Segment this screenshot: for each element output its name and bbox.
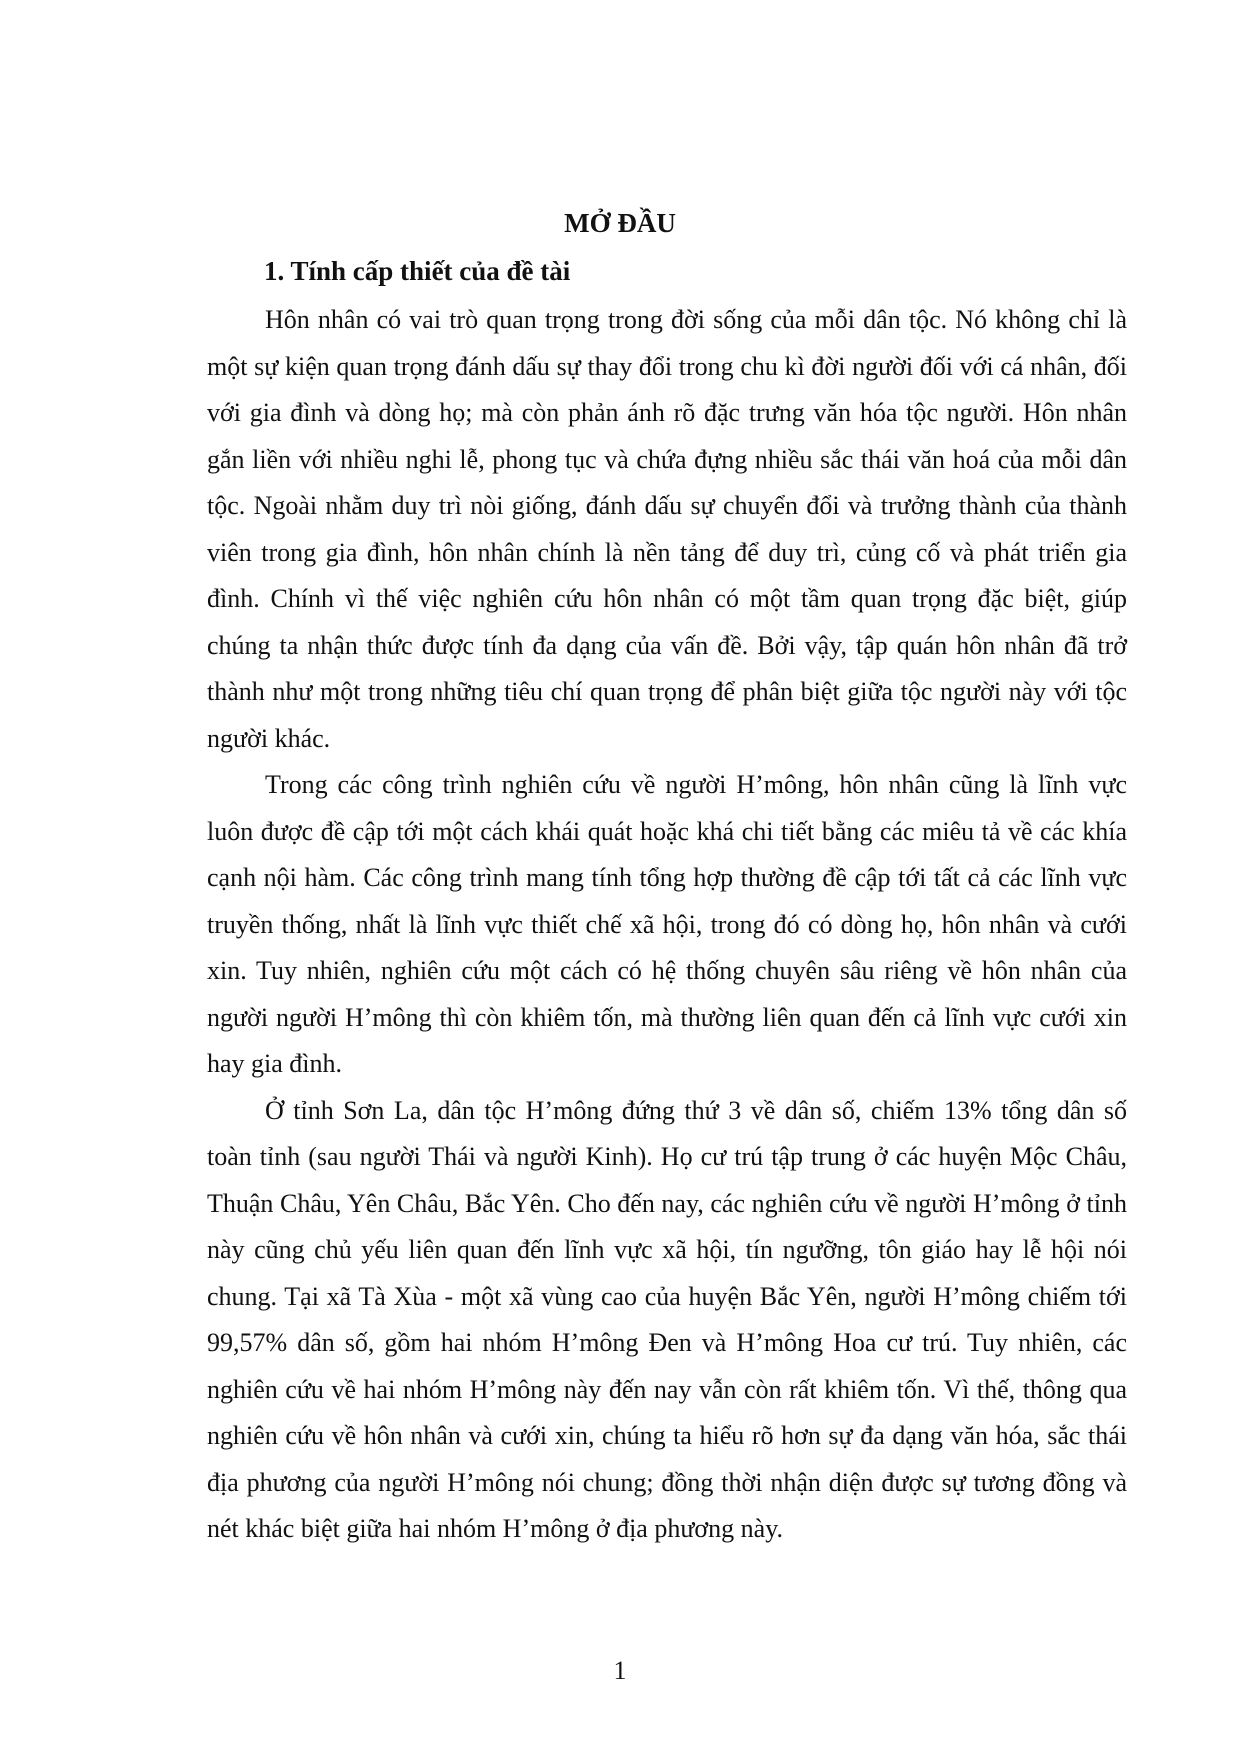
page-title: MỞ ĐẦU [564, 208, 676, 238]
paragraph-1: Hôn nhân có vai trò quan trọng trong đời sống của mỗi dân tộc. Nó không chỉ là một sự kiện quan trọng đánh dấu sự thay đổi trong chu kì đời người đối với cá nhân, đối với gia đình và dòng họ; mà còn phản ánh rõ đặc trưng văn hóa tộc người. Hôn nhân gắn liền với nhiều nghi lễ, phong tục và chứa đựng nhiều sắc thái văn hoá của mỗi dân tộc. Ngoài nhằm duy trì nòi giống, đánh dấu sự chuyển đổi và trưởng thành của thành viên trong gia đình, hôn nhân chính là nền tảng để duy trì, củng cố và phát triển gia đình. Chính vì thế việc nghiên cứu hôn nhân có một tầm quan trọng đặc biệt, giúp chúng ta nhận thức được tính đa dạng của vấn đề. Bởi vậy, tập quán hôn nhân đã trở thành như một trong những tiêu chí quan trọng để phân biệt giữa tộc người này với tộc người khác. [207, 305, 1127, 753]
body-text [207, 297, 1127, 1553]
paragraph-2: Trong các công trình nghiên cứu về người H’mông, hôn nhân cũng là lĩnh vực luôn được đề cập tới một cách khái quát hoặc khá chi tiết bằng các miêu tả về các khía cạnh nội hàm. Các công trình mang tính tổng hợp thường đề cập tới tất cả các lĩnh vực truyền thống, nhất là lĩnh vực thiết chế xã hội, trong đó có dòng họ, hôn nhân và cưới xin. Tuy nhiên, nghiên cứu một cách có hệ thống chuyên sâu riêng về hôn nhân của người người H’mông thì còn khiêm tốn, mà thường liên quan đến cả lĩnh vực cưới xin hay gia đình. [207, 770, 1127, 1078]
paragraph-3: Ở tỉnh Sơn La, dân tộc H’mông đứng thứ 3 về dân số, chiếm 13% tổng dân số toàn tỉnh (sau người Thái và người Kinh). Họ cư trú tập trung ở các huyện Mộc Châu, Thuận Châu, Yên Châu, Bắc Yên. Cho đến nay, các nghiên cứu về người H’mông ở tỉnh này cũng chủ yếu liên quan đến lĩnh vực xã hội, tín ngưỡng, tôn giáo hay lễ hội nói chung. Tại xã Tà Xùa - một xã vùng cao của huyện Bắc Yên, người H’mông chiếm tới 99,57% dân số, gồm hai nhóm H’mông Đen và H’mông Hoa cư trú. Tuy nhiên, các nghiên cứu về hai nhóm H’mông này đến nay vẫn còn rất khiêm tốn. Vì thế, thông qua nghiên cứu về hôn nhân và cưới xin, chúng ta hiểu rõ hơn sự đa dạng văn hóa, sắc thái địa phương của người H’mông nói chung; đồng thời nhận diện được sự tương đồng và nét khác biệt giữa hai nhóm H’mông ở địa phương này. [207, 1095, 1127, 1543]
section-heading: 1. Tính cấp thiết của đề tài [264, 256, 571, 286]
page-number: 1 [613, 1656, 627, 1685]
